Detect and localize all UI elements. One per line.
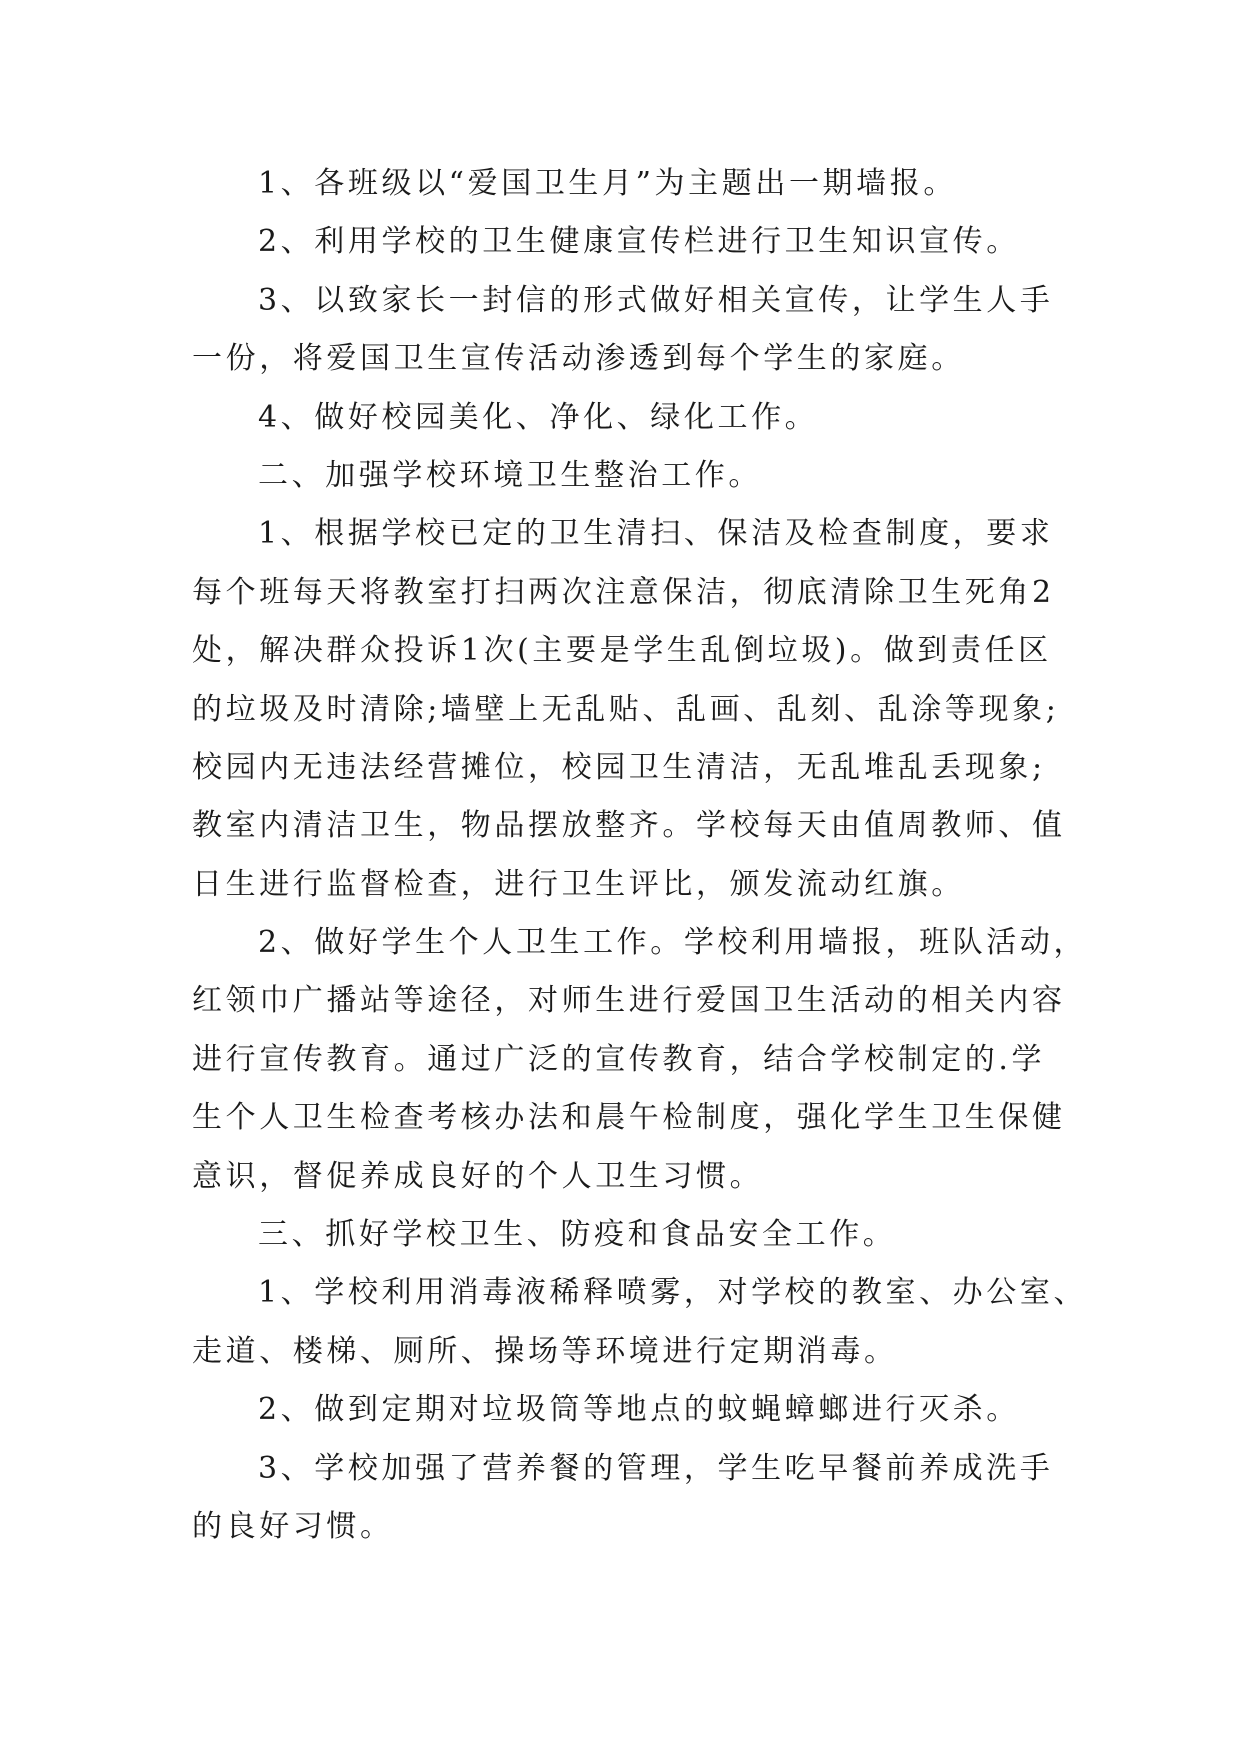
text-line: 的良好习惯。: [192, 1508, 394, 1544]
text-line: 日生进行监督检查，进行卫生评比，颁发流动红旗。: [192, 866, 965, 902]
text-line: 1、根据学校已定的卫生清扫、保洁及检查制度，要求: [258, 516, 1054, 552]
section-heading: 三、抓好学校卫生、防疫和食品安全工作。: [258, 1217, 897, 1253]
text-line: 1、各班级以“爱国卫生月”为主题出一期墙报。: [258, 166, 957, 201]
document-body: [192, 155, 1088, 1556]
text-line: 2、做到定期对垃圾筒等地点的蚊蝇蟑螂进行灭杀。: [258, 1392, 1020, 1428]
text-line: 进行宣传教育。通过广泛的宣传教育，结合学校制定的.学: [192, 1041, 1046, 1077]
text-line: 红领巾广播站等途径，对师生进行爱国卫生活动的相关内容: [192, 983, 1066, 1019]
text-line: 意识，督促养成良好的个人卫生习惯。: [192, 1158, 764, 1194]
text-line: 每个班每天将教室打扫两次注意保洁，彻底清除卫生死角2: [192, 574, 1055, 610]
text-line: 1、学校利用消毒液稀释喷雾，对学校的教室、办公室、: [258, 1275, 1088, 1311]
text-line: 4、做好校园美化、净化、绿化工作。: [258, 399, 819, 435]
text-line: 2、利用学校的卫生健康宣传栏进行卫生知识宣传。: [258, 224, 1020, 260]
text-line: 3、以致家长一封信的形式做好相关宣传，让学生人手: [258, 282, 1054, 318]
text-line: 校园内无违法经营摊位，校园卫生清洁，无乱堆乱丢现象;: [192, 749, 1046, 785]
section-heading: 二、加强学校环境卫生整治工作。: [258, 457, 762, 493]
text-line: 生个人卫生检查考核办法和晨午检制度，强化学生卫生保健: [192, 1100, 1066, 1136]
text-line: 的垃圾及时清除;墙壁上无乱贴、乱画、乱刻、乱涂等现象;: [192, 691, 1060, 727]
text-line: 走道、楼梯、厕所、操场等环境进行定期消毒。: [192, 1333, 898, 1369]
text-line: 教室内清洁卫生，物品摆放整齐。学校每天由值周教师、值: [192, 808, 1066, 844]
text-line: 2、做好学生个人卫生工作。学校利用墙报，班队活动，: [258, 925, 1088, 961]
text-line: 处，解决群众投诉1次(主要是学生乱倒垃圾)。做到责任区: [192, 633, 1052, 669]
text-line: 一份，将爱国卫生宣传活动渗透到每个学生的家庭。: [192, 341, 965, 377]
text-line: 3、学校加强了营养餐的管理，学生吃早餐前养成洗手: [258, 1450, 1054, 1486]
